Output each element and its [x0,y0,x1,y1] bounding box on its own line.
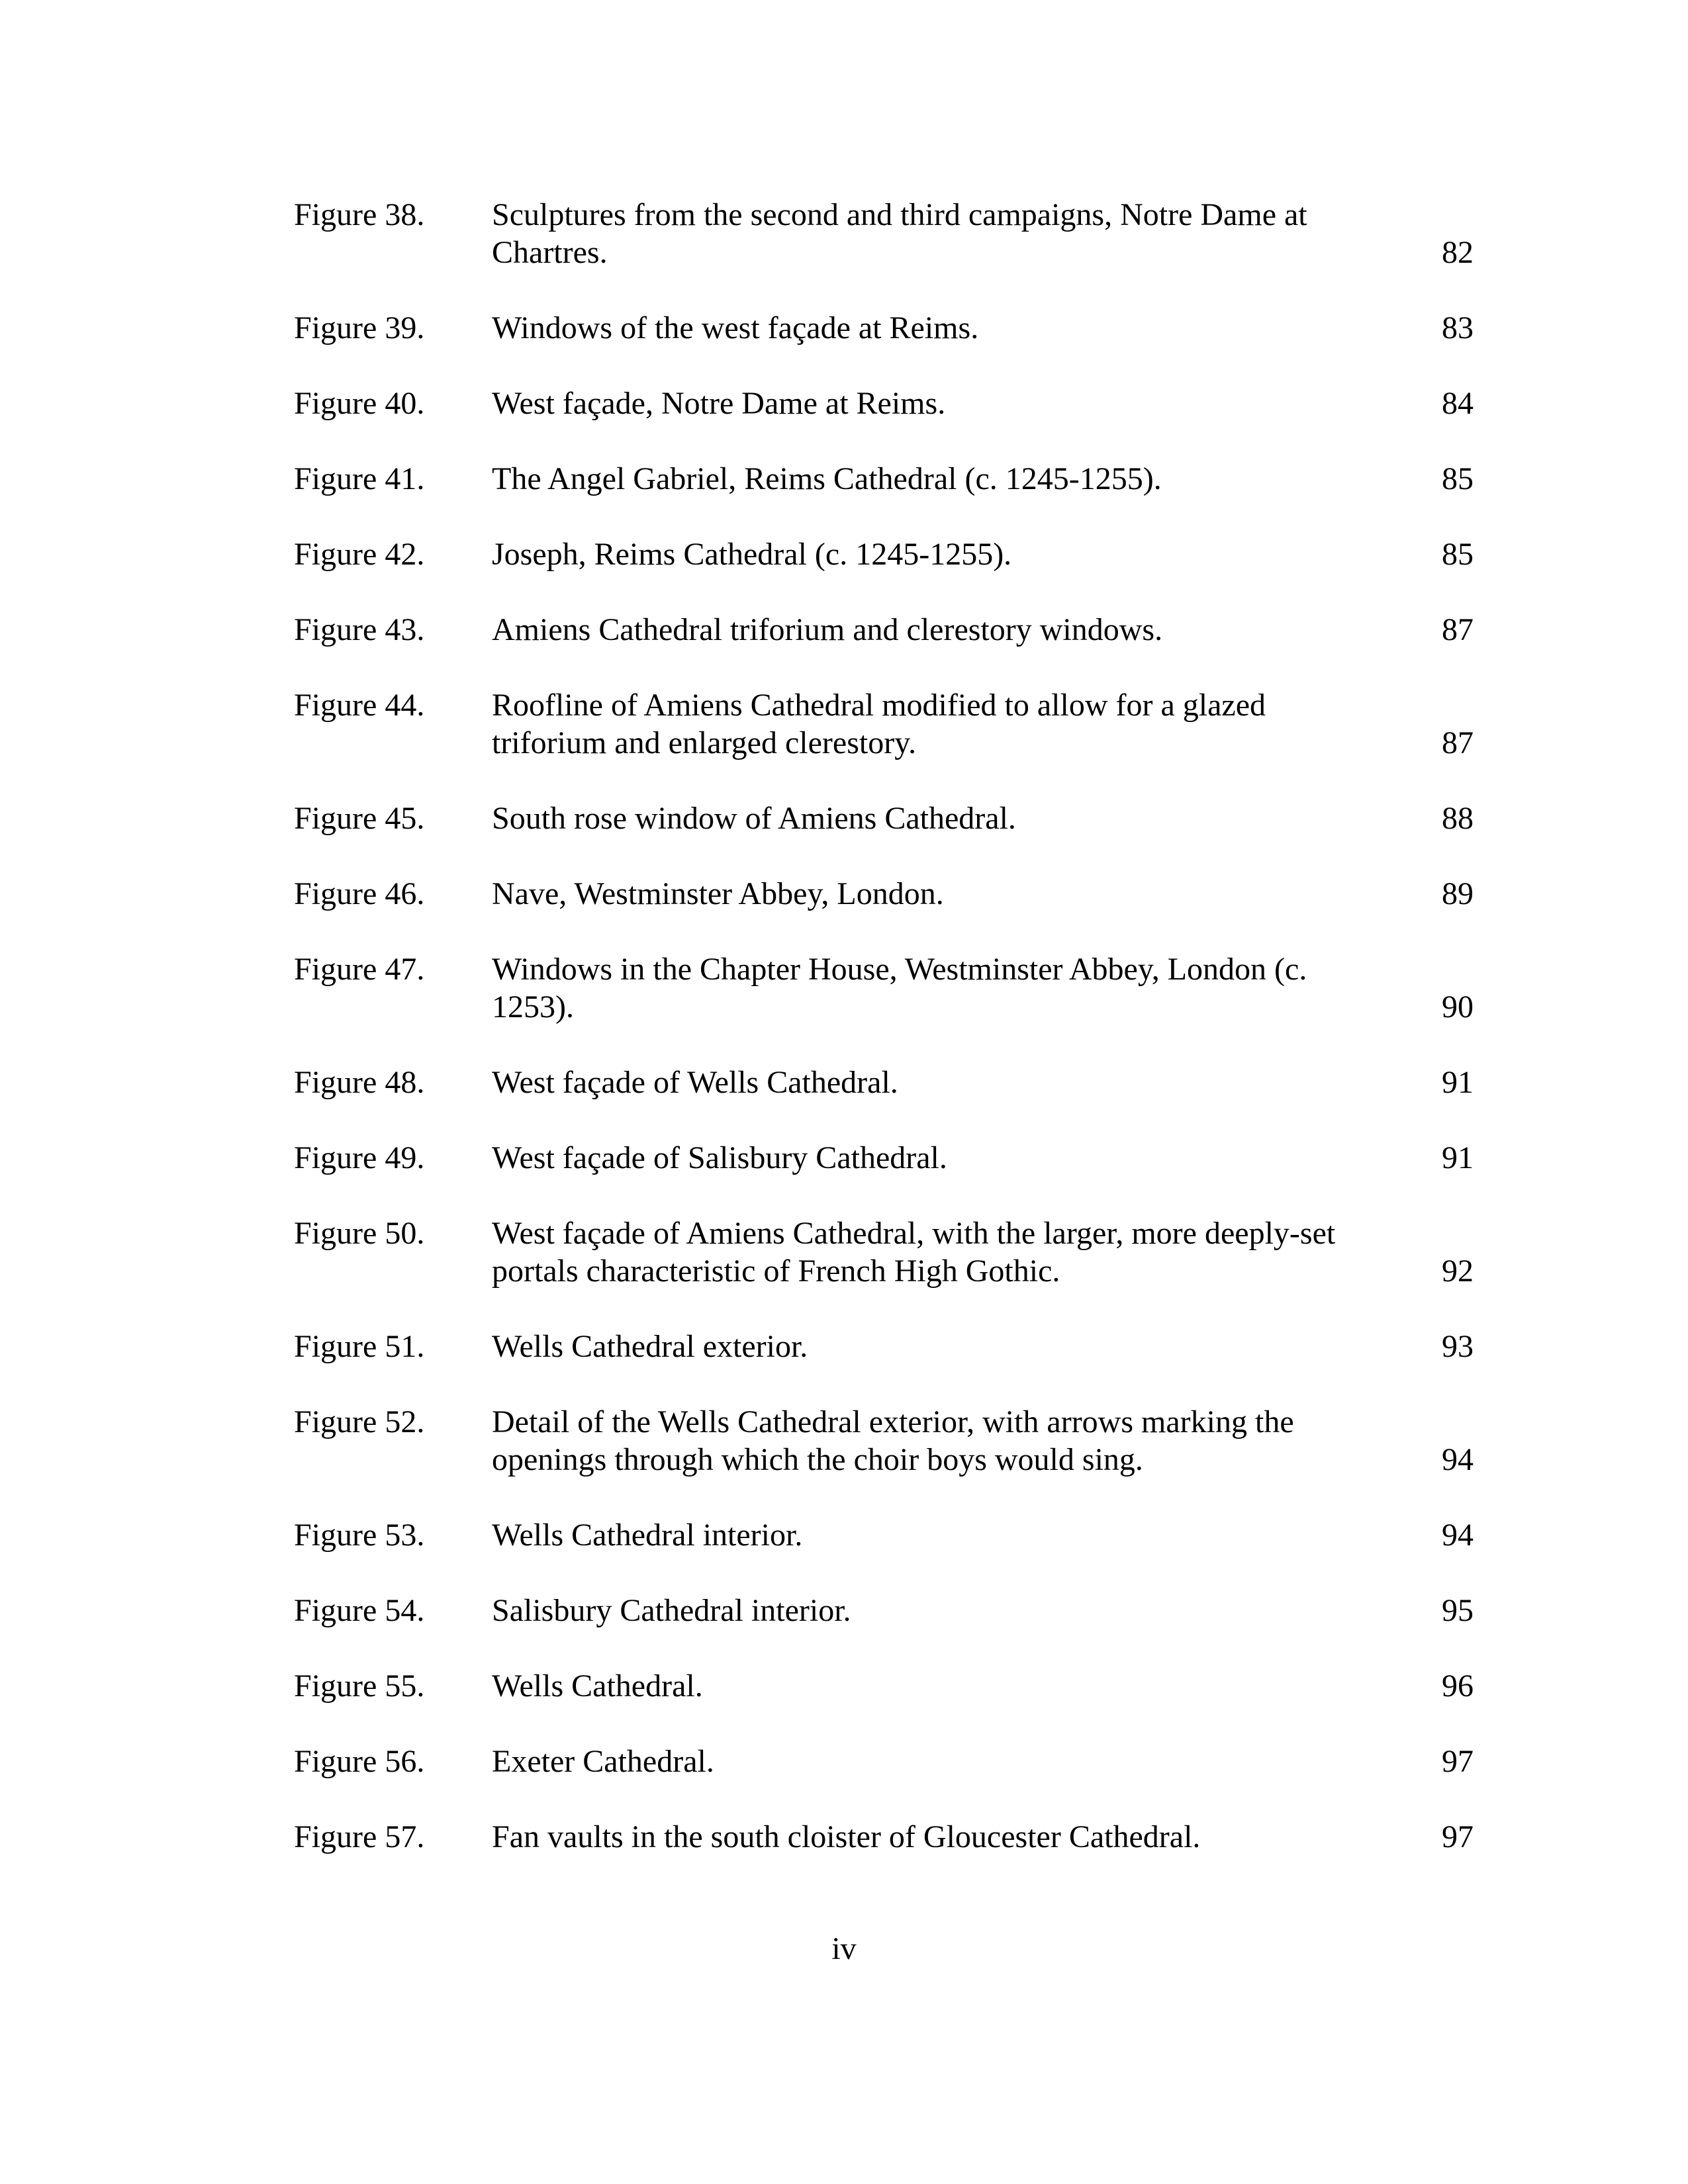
figure-page-number: 94 [1442,1518,1474,1553]
figure-page-number: 82 [1442,235,1474,270]
figure-page-number: 85 [1442,461,1474,496]
figure-page-number: 97 [1442,1744,1474,1779]
figure-page-number: 94 [1442,1442,1474,1477]
figure-label: Figure 53. [294,1518,425,1553]
figure-entry [294,1592,1485,1629]
figure-page-number: 87 [1442,725,1474,760]
figure-page-number: 96 [1442,1668,1474,1704]
figure-entry [294,1667,1485,1705]
figure-entry [294,460,1485,498]
figure-entry [294,1403,1485,1479]
figure-page-number: 84 [1442,386,1474,421]
figure-title: Roofline of Amiens Cathedral modified to allow for a glazed triforium and enlarged clerestory. [492,688,1266,760]
figure-label: Figure 55. [294,1668,425,1704]
figure-title: South rose window of Amiens Cathedral. [492,801,1016,836]
figure-title: Nave, Westminster Abbey, London. [492,876,944,911]
figure-title: Salisbury Cathedral interior. [492,1593,851,1628]
figure-entry [294,1214,1485,1290]
figure-title: Amiens Cathedral triforium and clerestory windows. [492,612,1163,647]
figure-title: West façade of Salisbury Cathedral. [492,1140,947,1175]
figure-label: Figure 49. [294,1140,425,1175]
figure-page-number: 87 [1442,612,1474,647]
figure-page-number: 91 [1442,1140,1474,1175]
figure-label: Figure 50. [294,1216,425,1251]
figure-entry [294,1818,1485,1856]
figure-page-number: 92 [1442,1253,1474,1289]
figure-title: Wells Cathedral interior. [492,1518,803,1553]
figure-title: Fan vaults in the south cloister of Gloucester Cathedral. [492,1819,1201,1854]
figure-entry [294,1743,1485,1780]
figure-label: Figure 52. [294,1404,425,1439]
figure-title: The Angel Gabriel, Reims Cathedral (c. 1245-1255). [492,461,1162,496]
figure-label: Figure 45. [294,801,425,836]
figure-page-number: 95 [1442,1593,1474,1628]
figure-label: Figure 46. [294,876,425,911]
figure-entry [294,196,1485,271]
figure-label: Figure 39. [294,310,425,345]
figure-label: Figure 56. [294,1744,425,1779]
figure-label: Figure 48. [294,1065,425,1100]
figure-entry [294,686,1485,762]
figure-entry [294,385,1485,422]
figure-entry [294,1064,1485,1101]
figure-label: Figure 38. [294,197,425,232]
figure-label: Figure 42. [294,537,425,572]
figure-title: West façade of Amiens Cathedral, with the larger, more deeply-set portals characteristic of French High Gothic. [492,1216,1336,1289]
figure-page-number: 88 [1442,801,1474,836]
figure-entry [294,799,1485,837]
figure-entry [294,535,1485,573]
figure-entry [294,875,1485,913]
figure-page-number: 90 [1442,989,1474,1024]
figure-page-number: 83 [1442,310,1474,345]
figure-title: Detail of the Wells Cathedral exterior, with arrows marking the openings through which the choir boys would sing. [492,1404,1294,1477]
figure-entry [294,1328,1485,1365]
figure-title: Sculptures from the second and third campaigns, Notre Dame at Chartres. [492,197,1307,270]
figure-entry [294,950,1485,1026]
figure-page-number: 97 [1442,1819,1474,1854]
figure-title: Wells Cathedral exterior. [492,1329,808,1364]
figure-label: Figure 54. [294,1593,425,1628]
figure-title: West façade, Notre Dame at Reims. [492,386,946,421]
figure-entry [294,611,1485,649]
figure-page-number: 91 [1442,1065,1474,1100]
figure-label: Figure 40. [294,386,425,421]
figure-label: Figure 51. [294,1329,425,1364]
figure-title: West façade of Wells Cathedral. [492,1065,898,1100]
figure-title: Windows in the Chapter House, Westminster Abbey, London (c. 1253). [492,952,1307,1024]
figure-title: Joseph, Reims Cathedral (c. 1245-1255). [492,537,1012,572]
figure-entry [294,309,1485,347]
figure-label: Figure 44. [294,688,425,723]
figure-entry [294,1139,1485,1177]
figure-title: Exeter Cathedral. [492,1744,714,1779]
figure-label: Figure 43. [294,612,425,647]
figure-title: Windows of the west façade at Reims. [492,310,979,345]
figure-entry [294,1516,1485,1554]
page-number: iv [831,1931,857,1966]
list-of-figures [294,196,1485,1856]
figure-label: Figure 41. [294,461,425,496]
figure-page-number: 93 [1442,1329,1474,1364]
figure-label: Figure 47. [294,952,425,987]
figure-title: Wells Cathedral. [492,1668,703,1704]
figure-label: Figure 57. [294,1819,425,1854]
figure-page-number: 89 [1442,876,1474,911]
figure-page-number: 85 [1442,537,1474,572]
